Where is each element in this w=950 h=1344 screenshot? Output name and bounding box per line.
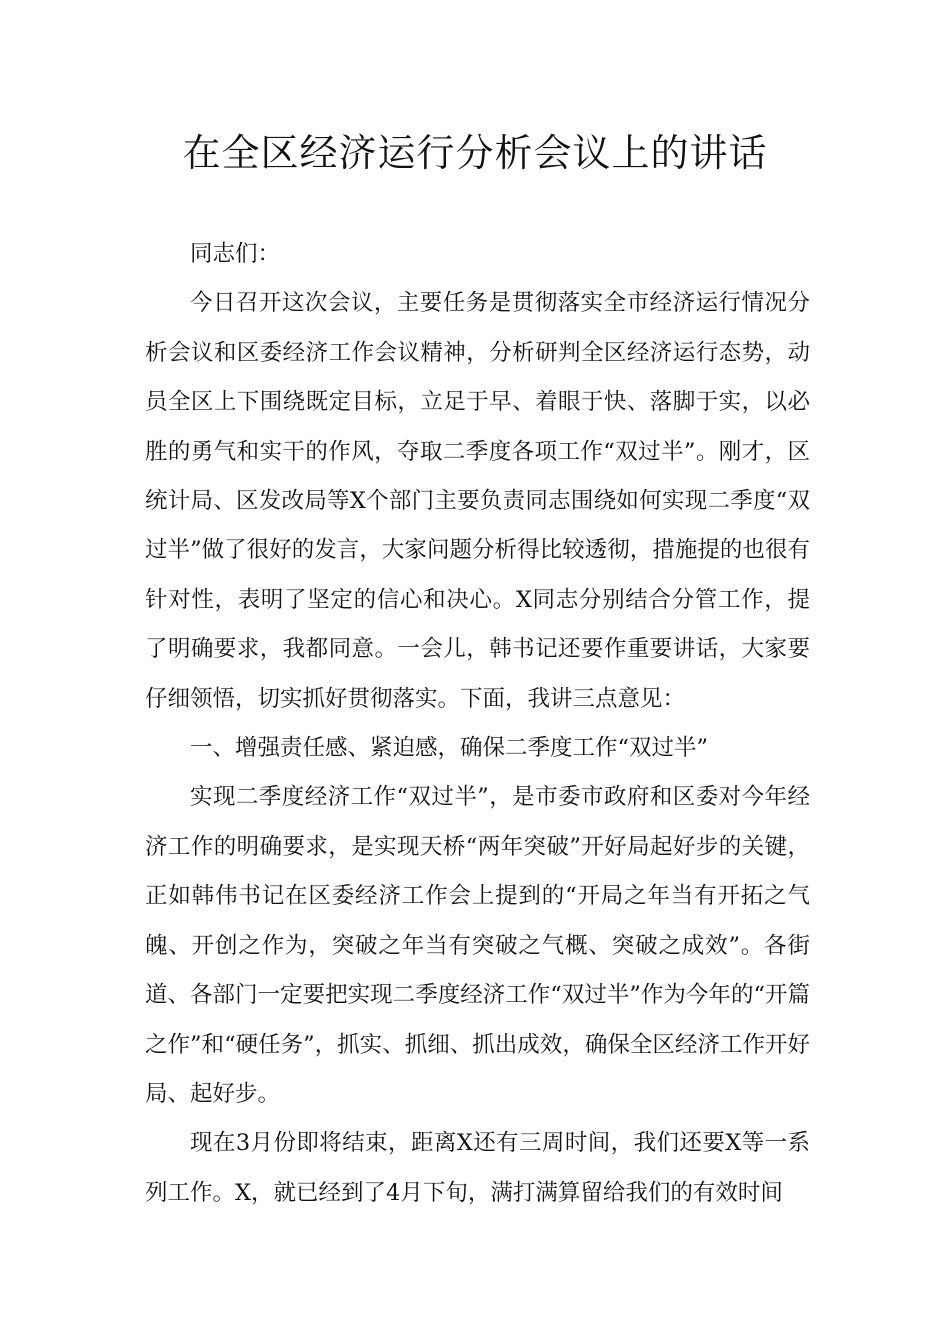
section-heading: 一、增强责任感、紧迫感，确保二季度工作“双过半” — [190, 735, 709, 762]
document-title: 在全区经济运行分析会议上的讲话 — [182, 131, 768, 175]
document-body — [145, 230, 810, 1218]
body-paragraph: 实现二季度经济工作“双过半”，是市委市政府和区委对今年经济工作的明确要求，是实现天桥“两年突破”开好局起好步的关键，正如韩伟书记在区委经济工作会上提到的“开局之年当有开拓之气魄、开创之作为，突破之年当有突破之气概、突破之成效”。各街道、各部门一定要把实现二季度经济工作“双过半”作为今年的“开篇之作”和“硬任务”，抓实、抓细、抓出成效，确保全区经济工作开好局、起好步。 — [145, 784, 810, 1107]
opening-paragraph: 今日召开这次会议，主要任务是贯彻落实全市经济运行情况分析会议和区委经济工作会议精神，分析研判全区经济运行态势，动员全区上下围绕既定目标，立足于早、着眼于快、落脚于实，以必胜的勇气和实干的作风，夺取二季度各项工作“双过半”。刚才，区统计局、区发改局等X个部门主要负责同志围绕如何实现二季度“双过半”做了很好的发言，大家问题分析得比较透彻，措施提的也很有针对性，表明了坚定的信心和决心。X同志分别结合分管工作，提了明确要求，我都同意。一会儿，韩书记还要作重要讲话，大家要仔细领悟，切实抓好贯彻落实。下面，我讲三点意见： — [145, 290, 810, 712]
salutation-paragraph: 同志们： — [190, 241, 281, 267]
body-paragraph: 现在3月份即将结束，距离X还有三周时间，我们还要X等一系列工作。X，就已经到了4月下旬，满打满算留给我们的有效时间 — [145, 1130, 810, 1206]
